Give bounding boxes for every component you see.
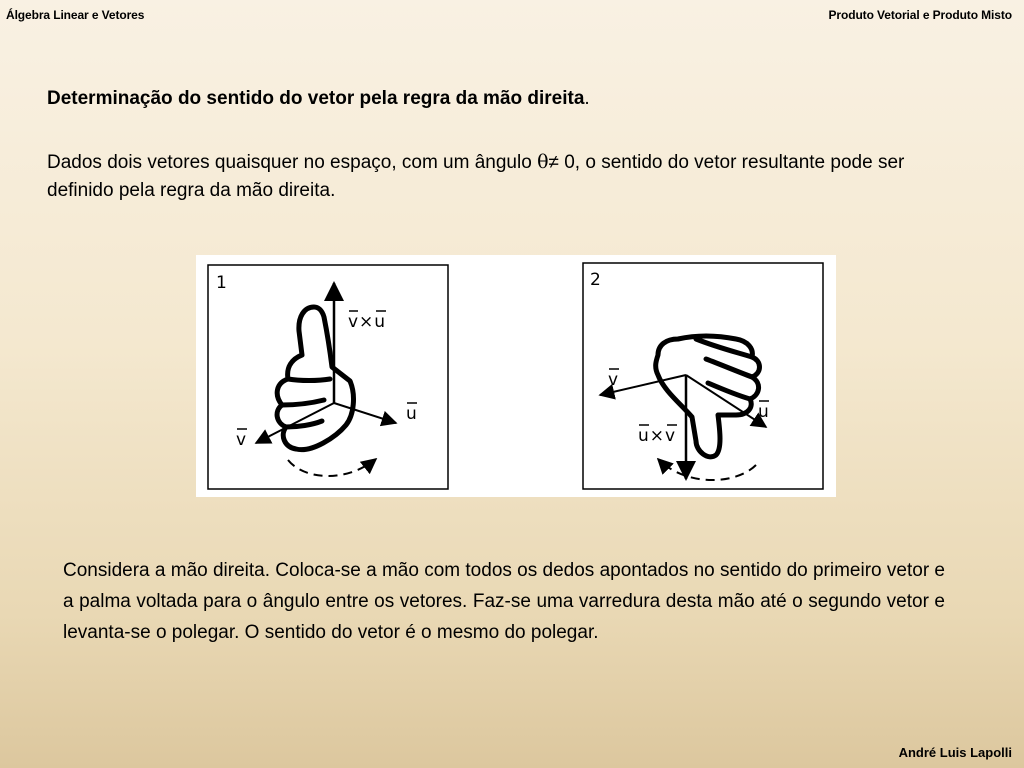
slide-title-text: Determinação do sentido do vetor pela regra da mão direita [47, 88, 585, 109]
label-v-cross-u [348, 311, 386, 332]
panel-2 [583, 263, 823, 489]
right-hand-rule-figure [196, 255, 836, 497]
label-u-2-text: u [758, 402, 769, 422]
label-u-2 [758, 401, 769, 422]
panel-2-number: 2 [590, 270, 601, 290]
right-hand-rule-illustration [196, 255, 836, 497]
description-paragraph: Considera a mão direita. Coloca-se a mão com todos os dedos apontados no sentido do primeiro vetor e a palma voltada para o ângulo entre os vetores. Faz-se uma varredura desta mão até o segundo vetor e levanta-se o polegar. O sentido do vetor é o mesmo do polegar. [63, 560, 945, 643]
label-u-cross-v [638, 425, 677, 446]
intro-text-after: ≠ 0, o sentido do vetor resultante pode ser definido pela regra da mão direita. [47, 152, 905, 201]
label-v-1 [236, 429, 247, 450]
panel-1 [208, 265, 448, 489]
author-name: André Luis Lapolli [898, 745, 1012, 760]
slide-title [47, 88, 590, 110]
header-course-title: Álgebra Linear e Vetores [6, 8, 145, 22]
intro-text-before: Dados dois vetores quaisquer no espaço, com um ângulo [47, 152, 538, 173]
label-v-1-text: v [236, 430, 247, 450]
label-u-1 [406, 403, 417, 424]
label-v-2-text: v [608, 370, 619, 390]
label-v-cross-u-text: v×u [348, 312, 387, 332]
label-u-1-text: u [406, 404, 417, 424]
label-v-2 [608, 369, 619, 390]
slide-title-period: . [584, 88, 590, 109]
panel-1-number: 1 [216, 273, 227, 293]
intro-paragraph [47, 148, 927, 205]
label-u-cross-v-text: u×v [638, 426, 677, 446]
header-topic-title: Produto Vetorial e Produto Misto [828, 8, 1012, 22]
theta-symbol: θ [537, 151, 549, 173]
